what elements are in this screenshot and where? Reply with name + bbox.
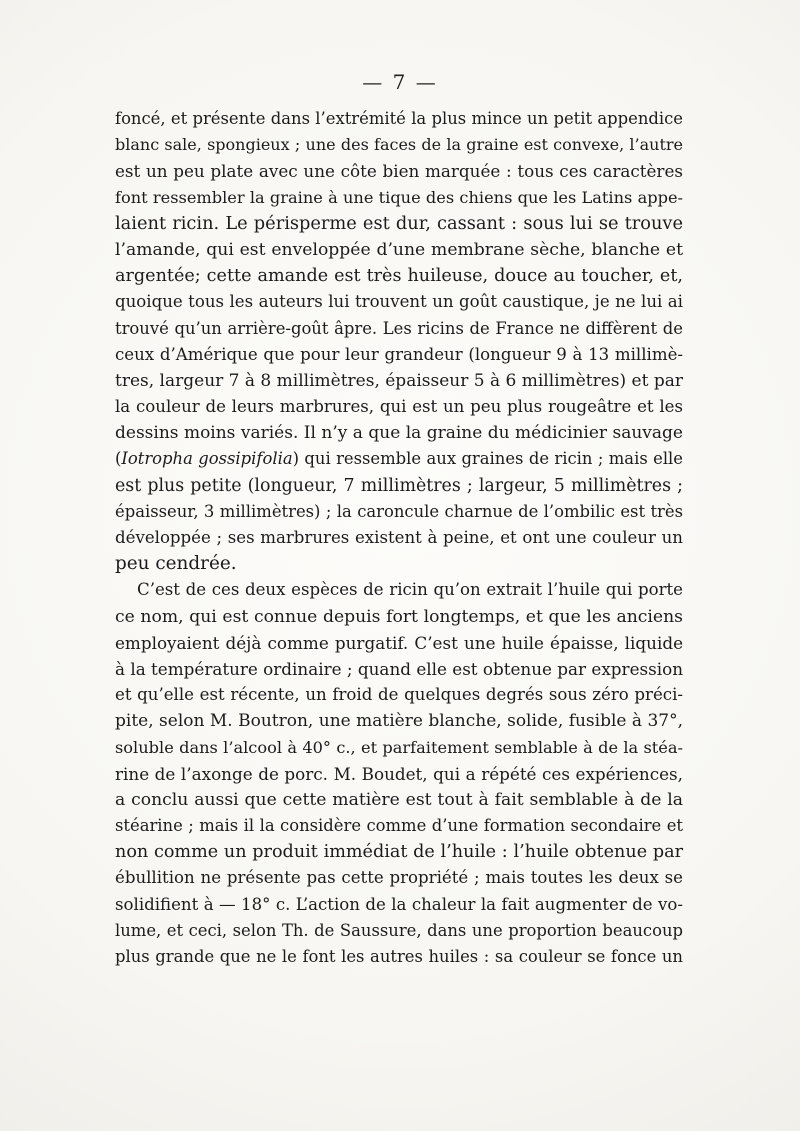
text-line: lume, et ceci, selon Th. de Saussure, dans une proportion beaucoup bbox=[115, 920, 683, 940]
line-rest: ) qui ressemble aux graines de ricin ; mais elle bbox=[292, 449, 683, 469]
body-text bbox=[115, 106, 683, 970]
text-line: à la température ordinaire ; quand elle est obtenue par expression bbox=[115, 658, 683, 679]
text-line: soluble dans l’alcool à 40° c., et parfaitement semblable à de la stéa- bbox=[115, 737, 683, 757]
text-line: dessins moins variés. Il n’y a que la graine du médicinier sauvage bbox=[115, 423, 683, 444]
species-name-italic: Iotropha gossipifolia bbox=[121, 449, 293, 469]
text-line: ce nom, qui est connue depuis fort longtemps, et que les anciens bbox=[115, 606, 683, 627]
text-line-with-species-name bbox=[115, 446, 683, 472]
text-line: font ressembler la graine à une tique des chiens que les Latins appe- bbox=[115, 187, 683, 207]
text-line: tres, largeur 7 à 8 millimètres, épaisseur 5 à 6 millimètres) et par bbox=[115, 370, 683, 391]
text-line: non comme un produit immédiat de l’huile : l’huile obtenue par bbox=[115, 842, 683, 863]
paragraph-end-line: peu cendrée. bbox=[115, 553, 237, 575]
text-line: employaient déjà comme purgatif. C’est une huile épaisse, liquide bbox=[115, 632, 683, 653]
text-line: épaisseur, 3 millimètres) ; la caroncule charnue de l’ombilic est très bbox=[115, 501, 683, 521]
text-line: blanc sale, spongieux ; une des faces de la graine est convexe, l’autre bbox=[115, 135, 683, 155]
text-line: plus grande que ne le font les autres huiles : sa couleur se fonce un bbox=[115, 947, 683, 966]
text-line: quoique tous les auteurs lui trouvent un goût caustique, je ne lui ai bbox=[115, 292, 683, 312]
open-paren: ( bbox=[115, 449, 122, 469]
text-line: argentée; cette amande est très huileuse, douce au toucher, et, bbox=[115, 266, 683, 287]
text-line: est un peu plate avec une côte bien marquée : tous ces caractères bbox=[115, 161, 683, 182]
text-line: l’amande, qui est enveloppée d’une membrane sèche, blanche et bbox=[115, 239, 683, 260]
text-line: foncé, et présente dans l’extrémité la plus mince un petit appendice bbox=[115, 109, 683, 128]
text-line: ébullition ne présente pas cette propriété ; mais toutes les deux se bbox=[115, 868, 683, 888]
text-line: et qu’elle est récente, un froid de quelques degrés sous zéro préci- bbox=[115, 685, 683, 705]
text-line: solidifient à — 18° c. L’action de la chaleur la fait augmenter de vo- bbox=[115, 894, 683, 914]
text-line: stéarine ; mais il la considère comme d’une formation secondaire et bbox=[115, 816, 683, 836]
text-line: est plus petite (longueur, 7 millimètres ; largeur, 5 millimètres ; bbox=[115, 475, 683, 496]
paragraph-start-line: C’est de ces deux espèces de ricin qu’on extrait l’huile qui porte bbox=[137, 580, 683, 600]
text-line: la couleur de leurs marbrures, qui est un peu plus rougeâtre et les bbox=[115, 397, 683, 417]
text-line: laient ricin. Le périsperme est dur, cassant : sous lui se trouve bbox=[115, 212, 683, 234]
text-line: trouvé qu’un arrière-goût âpre. Les ricins de France ne diffèrent de bbox=[115, 318, 683, 338]
text-line: pite, selon M. Boutron, une matière blanche, solide, fusible à 37°, bbox=[115, 711, 683, 732]
text-line: rine de l’axonge de porc. M. Boudet, qui a répété ces expériences, bbox=[115, 763, 683, 784]
text-line: développée ; ses marbrures existent à peine, et ont une couleur un bbox=[115, 528, 683, 547]
text-line: a conclu aussi que cette matière est tout à fait semblable à de la bbox=[115, 789, 683, 810]
text-line: ceux d’Amérique que pour leur grandeur (longueur 9 à 13 millimè- bbox=[115, 344, 683, 364]
page-number: — 7 — bbox=[362, 70, 438, 94]
